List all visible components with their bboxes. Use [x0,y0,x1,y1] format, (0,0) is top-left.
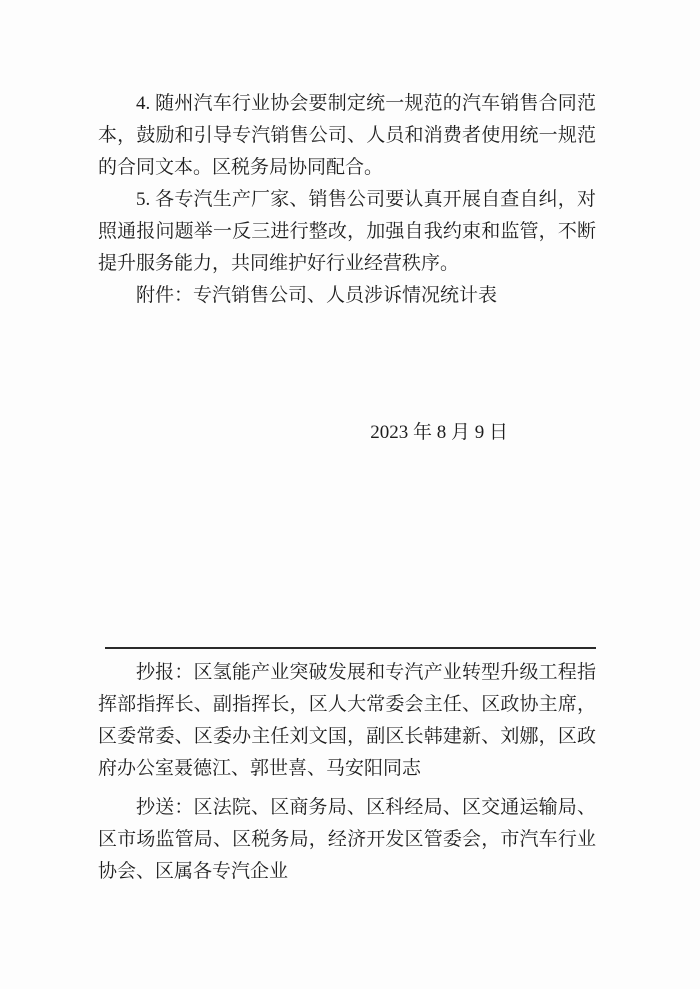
body-paragraph-5: 5. 各专汽生产厂家、销售公司要认真开展自查自纠，对照通报问题举一反三进行整改，加强自我约束和监管，不断提升服务能力，共同维护好行业经营秩序。 [98,189,596,274]
document-content [98,88,596,888]
copy-send-paragraph: 抄送：区法院、区商务局、区科经局、区交通运输局、区市场监管局、区税务局，经济开发区管委会，市汽车行业协会、区属各专汽企业 [98,797,596,882]
date-line: 2023 年 8 月 9 日 [370,422,508,443]
attachment-line: 附件：专汽销售公司、人员涉诉情况统计表 [136,285,498,306]
footer-separator-line [105,647,596,649]
copy-report-paragraph: 抄报：区氢能产业突破发展和专汽产业转型升级工程指挥部指挥长、副指挥长，区人大常委会主任、区政协主席，区委常委、区委办主任刘文国，副区长韩建新、刘娜，区政府办公室聂德江、郭世喜、马安阳同志 [98,662,596,779]
body-paragraph-4: 4. 随州汽车行业协会要制定统一规范的汽车销售合同范本，鼓励和引导专汽销售公司、人员和消费者使用统一规范的合同文本。区税务局协同配合。 [98,93,596,178]
